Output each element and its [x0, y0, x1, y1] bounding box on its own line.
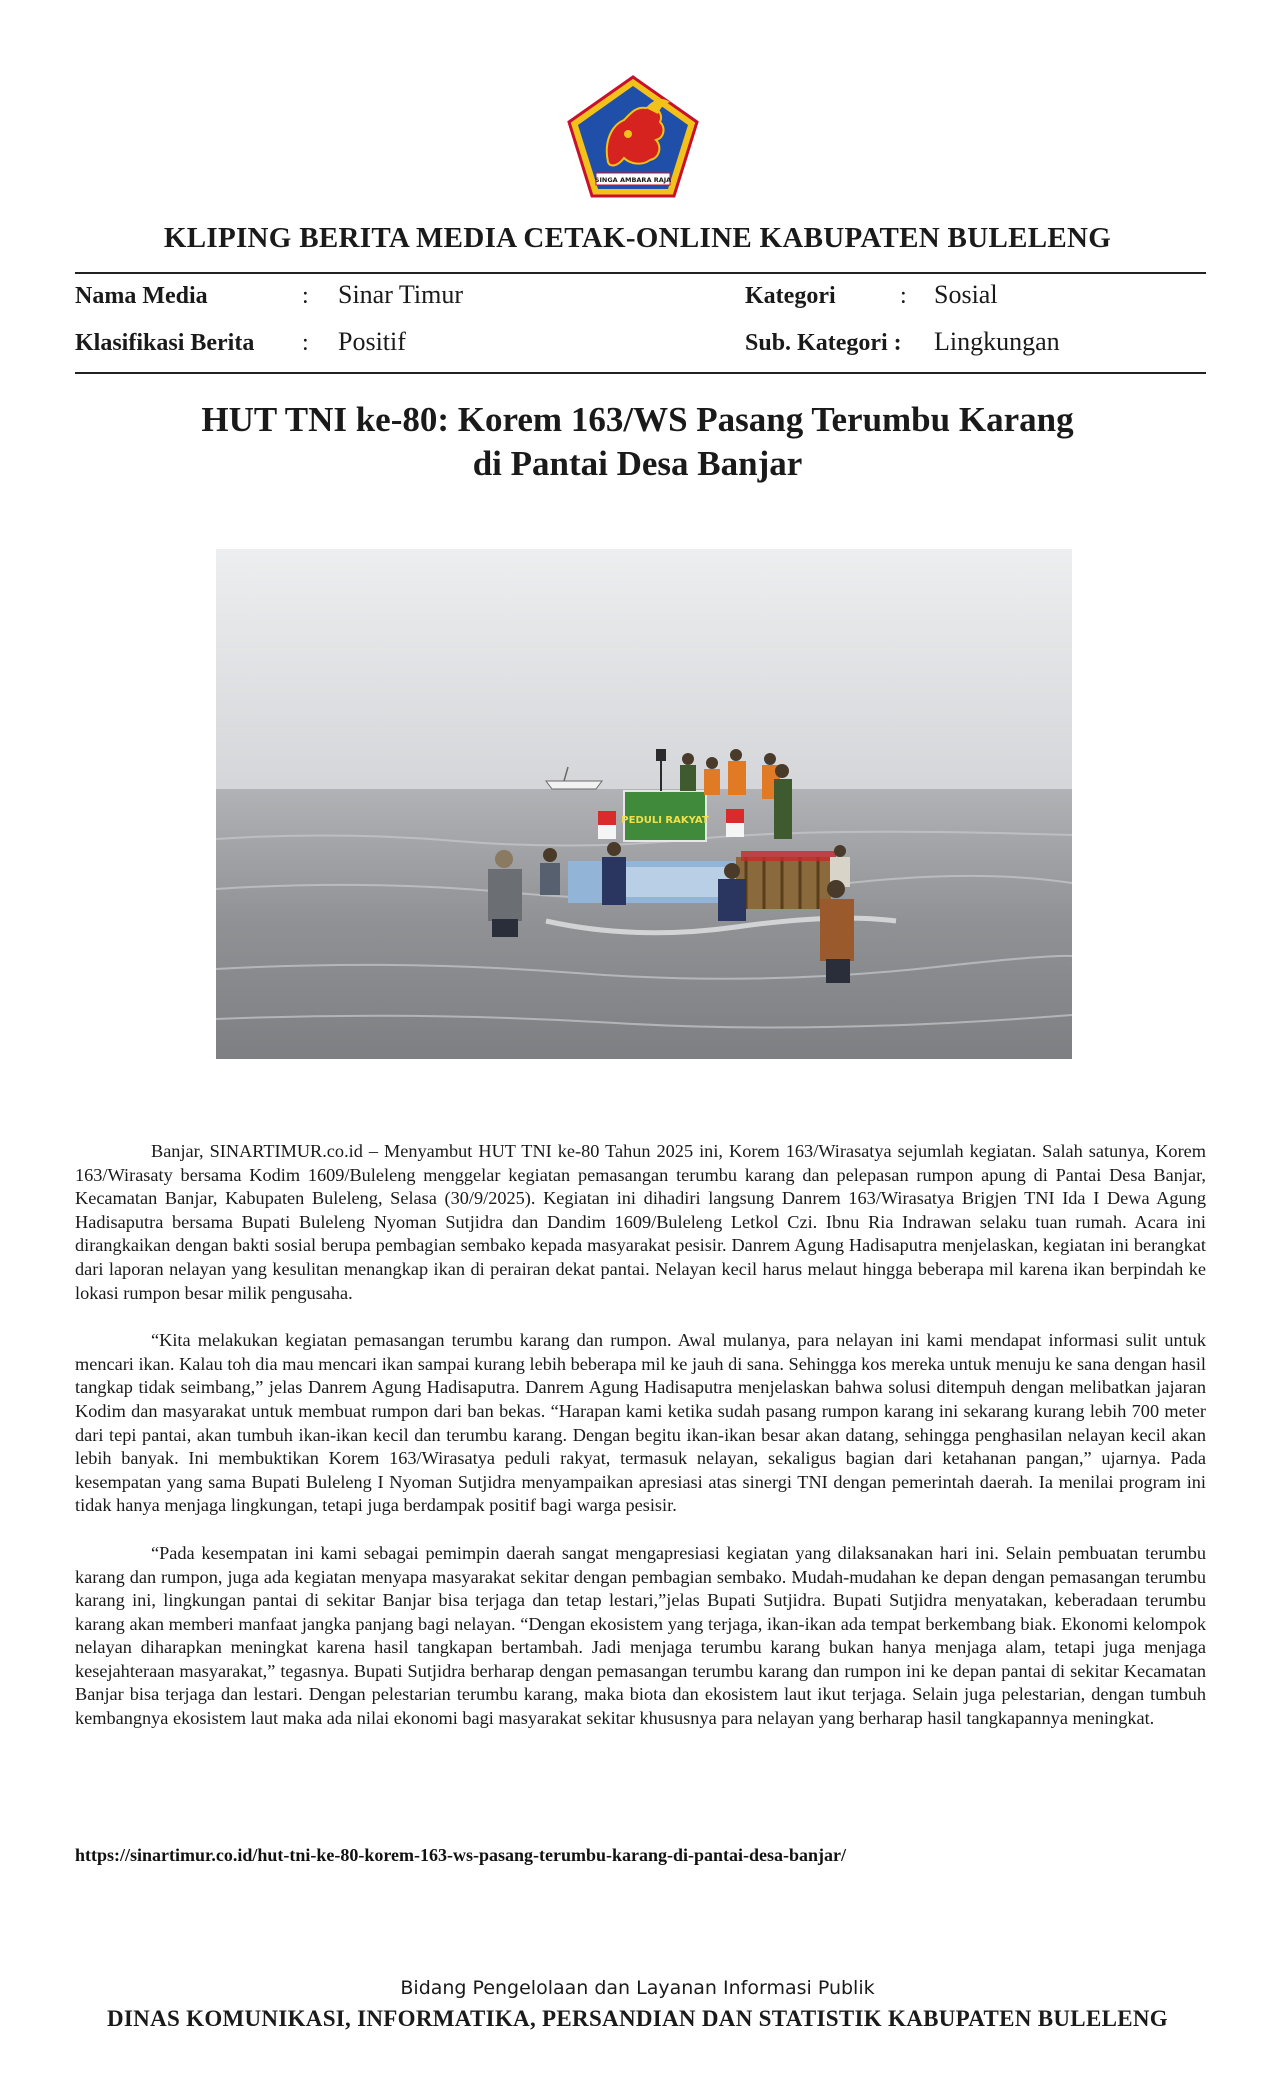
- photo-banner-text: PEDULI RAKYAT: [621, 815, 709, 826]
- kategori-label: Kategori: [745, 283, 836, 309]
- klasifikasi-colon: :: [302, 330, 309, 356]
- source-url-link[interactable]: https://sinartimur.co.id/hut-tni-ke-80-korem-163-ws-pasang-terumbu-karang-di-pantai-desa-banjar/: [75, 1845, 847, 1865]
- header-rule-top: [75, 272, 1206, 274]
- media-value: Sinar Timur: [338, 280, 463, 309]
- media-colon: :: [302, 283, 309, 309]
- logo-motto: SINGA AMBARA RAJA: [594, 176, 672, 184]
- article-title-line-2: di Pantai Desa Banjar: [472, 444, 803, 483]
- footer-agency: DINAS KOMUNIKASI, INFORMATIKA, PERSANDIAN DAN STATISTIK KABUPATEN BULELENG: [107, 2006, 1168, 2031]
- media-label: Nama Media: [75, 283, 208, 309]
- klasifikasi-label: Klasifikasi Berita: [75, 330, 255, 356]
- article-paragraph-3: “Pada kesempatan ini kami sebagai pemimpin daerah sangat mengapresiasi kegiatan yang dilaksanakan hari ini. Selain pembuatan terumbu karang dan rumpon, juga ada kegiatan menyapa masyarakat sekitar dengan pembagian sembako. Mudah-mudahan ke depan dengan pemasangan terumbu karang ini, lingkungan pantai di sekitar Banjar bisa terjaga dan tetap lestari,”jelas Bupati Sutjidra. Bupati Sutjidra menyatakan, keberadaan terumbu karang akan memberi manfaat jangka panjang bagi nelayan. “Dengan ekosistem yang terjaga, ikan-ikan ada tempat berkembang biak. Ekonomi kelompok nelayan diharapkan meningkat karena hasil tangkapan bertambah. Jadi menjaga terumbu karang bukan hanya menjaga alam, tetapi juga menjaga kesejahteraan masyarakat,” tegasnya. Bupati Sutjidra berharap dengan pemasangan terumbu karang dan rumpon ini ke depan pantai di sekitar Kecamatan Banjar bisa terjaga dan lestari. Dengan pelestarian terumbu karang, maka biota dan ekosistem laut ikut terjaga. Selain juga pelestarian, dengan tumbuh kembangnya ekosistem laut maka ada nilai ekonomi bagi masyarakat sekitar khususnya para nelayan yang berharap hasil tangkapannya meningkat.: [75, 1542, 1206, 1729]
- clipping-header-title: KLIPING BERITA MEDIA CETAK-ONLINE KABUPATEN BULELENG: [163, 222, 1112, 254]
- klasifikasi-value: Positif: [338, 327, 406, 356]
- footer-department: Bidang Pengelolaan dan Layanan Informasi Publik: [400, 1977, 875, 1999]
- subkategori-label: Sub. Kategori :: [745, 330, 902, 356]
- article-paragraph-1: Banjar, SINARTIMUR.co.id – Menyambut HUT TNI ke-80 Tahun 2025 ini, Korem 163/Wirasatya sejumlah kegiatan. Salah satunya, Korem 163/Wirasaty bersama Kodim 1609/Buleleng menggelar kegiatan pemasangan terumbu karang dan pelepasan rumpon apung di Pantai Desa Banjar, Kecamatan Banjar, Kabupaten Buleleng, Selasa (30/9/2025). Kegiatan ini dihadiri langsung Danrem 163/Wirasatya Brigjen TNI Ida I Dewa Agung Hadisaputra bersama Bupati Buleleng Nyoman Sutjidra dan Dandim 1609/Buleleng Letkol Czi. Ibnu Ria Indrawan selaku tuan rumah. Acara ini dirangkaikan dengan bakti sosial berupa pembagian sembako kepada masyarakat pesisir. Danrem Agung Hadisaputra menjelaskan, kegiatan ini berangkat dari laporan nelayan yang kesulitan menangkap ikan di perairan dekat pantai. Nelayan kecil harus melaut hingga beberapa mil karena ikan berpindah ke lokasi rumpon besar milik pengusaha.: [75, 1141, 1206, 1303]
- subkategori-value: Lingkungan: [934, 327, 1060, 356]
- kategori-value: Sosial: [934, 280, 998, 309]
- article-title-line-1: HUT TNI ke-80: Korem 163/WS Pasang Terumbu Karang: [201, 400, 1074, 439]
- article-body: [75, 1140, 1206, 1755]
- buleleng-emblem-logo: [566, 74, 700, 200]
- news-photo: [216, 549, 1072, 1059]
- article-title: [0, 398, 1275, 486]
- kategori-colon: :: [900, 283, 907, 309]
- article-paragraph-2: “Kita melakukan kegiatan pemasangan terumbu karang dan rumpon. Awal mulanya, para nelayan ini kami mendapat informasi sulit untuk mencari ikan. Kalau toh dia mau mencari ikan sampai kurang lebih beberapa mil ke jauh di sana. Sehingga kos mereka untuk menuju ke sana dengan hasil tangkap tidak seimbang,” jelas Danrem Agung Hadisaputra. Danrem Agung Hadisaputra menjelaskan bahwa solusi ditempuh dengan melibatkan jajaran Kodim dan masyarakat untuk membuat rumpon dari ban bekas. “Harapan kami ketika sudah pasang rumpon karang ini sekarang kurang lebih 700 meter dari tepi pantai, akan tumbuh ikan-ikan kecil dan terumbu karang. Dengan begitu ikan-ikan besar akan datang, sehingga penghasilan nelayan kecil akan lebih banyak. Ini membuktikan Korem 163/Wirasatya peduli rakyat, termasuk nelayan, sekaligus bagian dari ketahanan pangan,” ujarnya. Pada kesempatan yang sama Bupati Buleleng I Nyoman Sutjidra menyampaikan apresiasi atas sinergi TNI dengan pemerintah daerah. Ia menilai program ini tidak hanya menjaga lingkungan, tetapi juga berdampak positif bagi warga pesisir.: [75, 1330, 1206, 1516]
- header-rule-bottom: [75, 372, 1206, 374]
